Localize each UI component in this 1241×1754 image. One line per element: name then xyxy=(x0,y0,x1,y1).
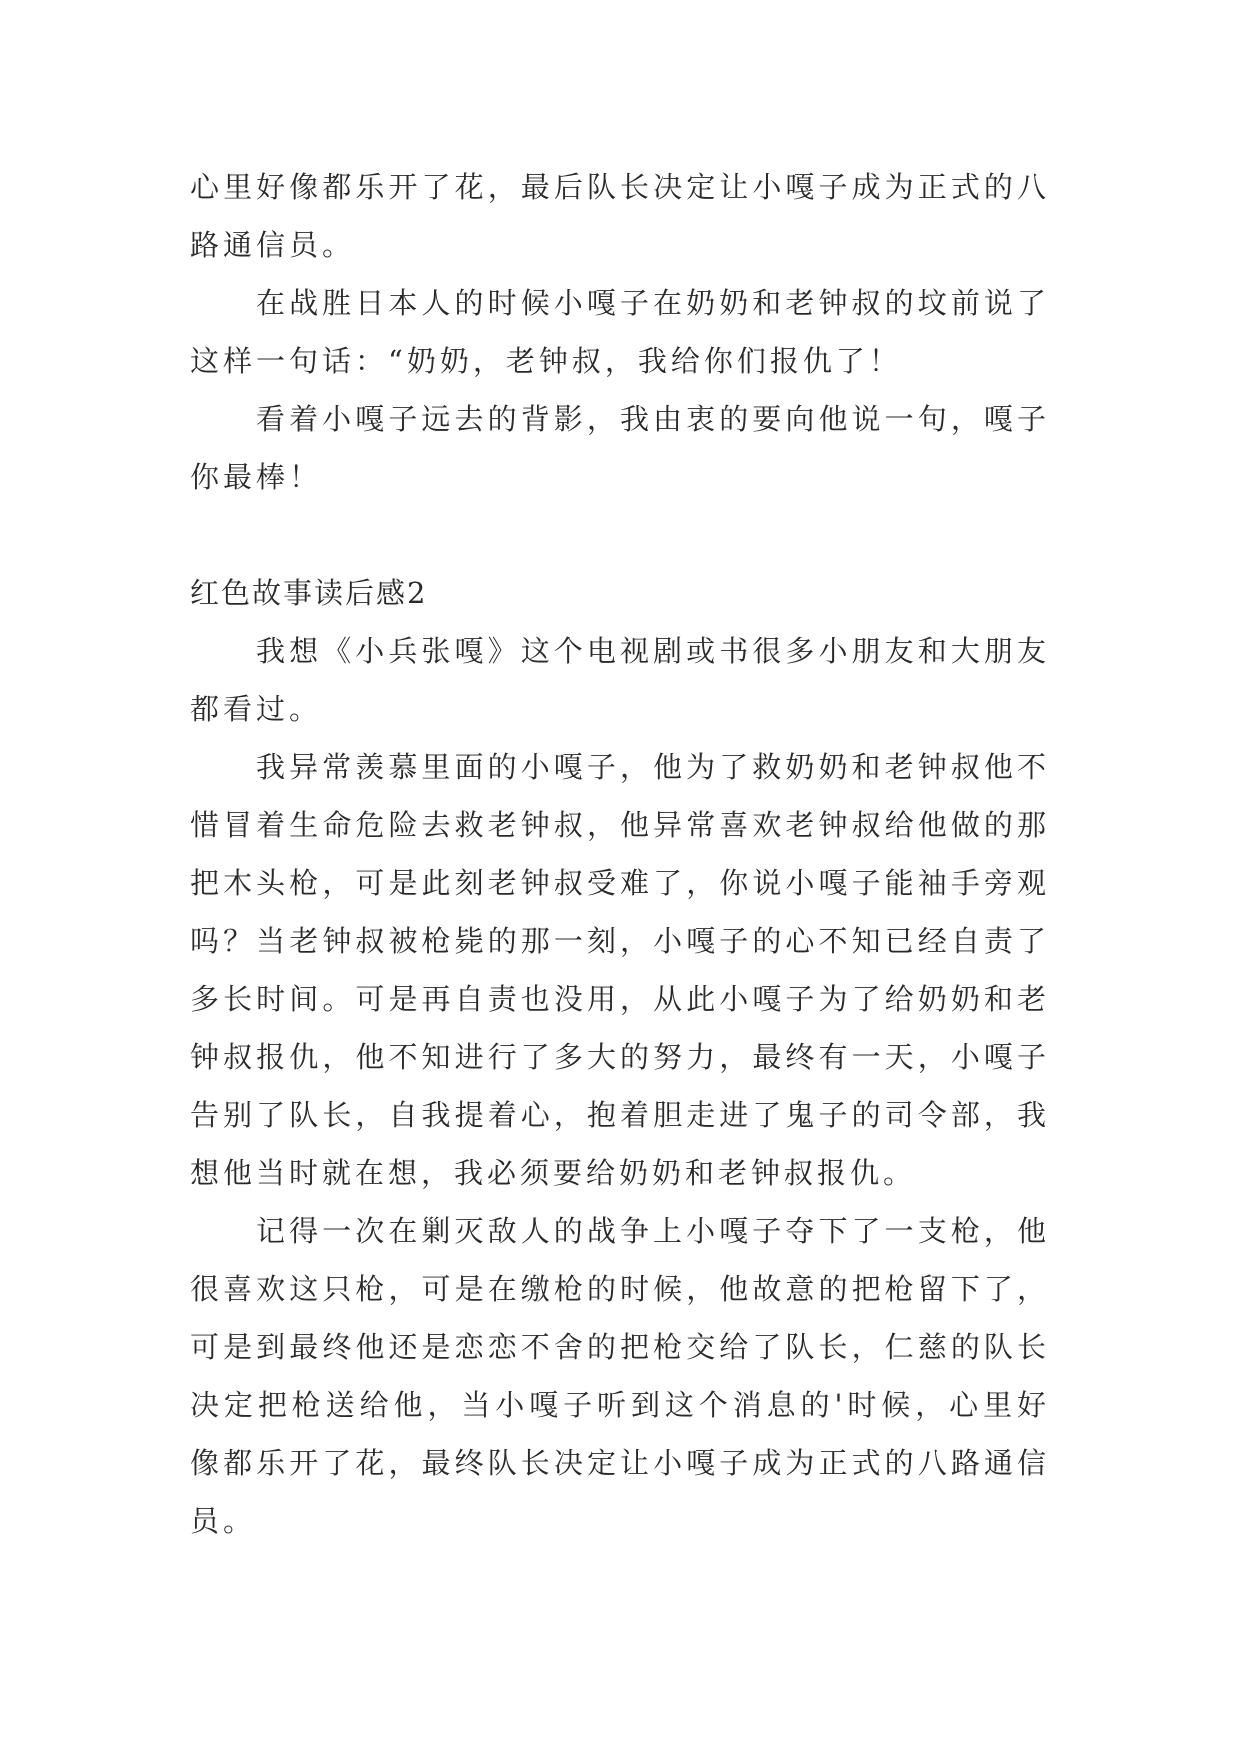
paragraph-continuation: 心里好像都乐开了花，最后队长决定让小嘎子成为正式的八路通信员。 xyxy=(190,170,1050,262)
section-heading: 红色故事读后感2 xyxy=(190,576,428,610)
paragraph: 在战胜日本人的时候小嘎子在奶奶和老钟叔的坟前说了这样一句话：“奶奶，老钟叔，我给你们报仇了！ xyxy=(190,286,1050,378)
document-body xyxy=(190,158,1050,1550)
paragraph: 看着小嘎子远去的背影，我由衷的要向他说一句，嘎子你最棒！ xyxy=(190,402,1050,494)
paragraph: 我异常羡慕里面的小嘎子，他为了救奶奶和老钟叔他不惜冒着生命危险去救老钟叔，他异常喜欢老钟叔给他做的那把木头枪，可是此刻老钟叔受难了，你说小嘎子能袖手旁观吗？当老钟叔被枪毙的那一刻，小嘎子的心不知已经自责了多长时间。可是再自责也没用，从此小嘎子为了给奶奶和老钟叔报仇，他不知进行了多大的努力，最终有一天，小嘎子告别了队长，自我提着心，抱着胆走进了鬼子的司令部，我想他当时就在想，我必须要给奶奶和老钟叔报仇。 xyxy=(190,750,1050,1190)
paragraph: 我想《小兵张嘎》这个电视剧或书很多小朋友和大朋友都看过。 xyxy=(190,634,1050,726)
paragraph: 记得一次在剿灭敌人的战争上小嘎子夺下了一支枪，他很喜欢这只枪，可是在缴枪的时候，他故意的把枪留下了，可是到最终他还是恋恋不舍的把枪交给了队长，仁慈的队长决定把枪送给他，当小嘎子听到这个消息的'时候，心里好像都乐开了花，最终队长决定让小嘎子成为正式的八路通信员。 xyxy=(190,1214,1050,1538)
